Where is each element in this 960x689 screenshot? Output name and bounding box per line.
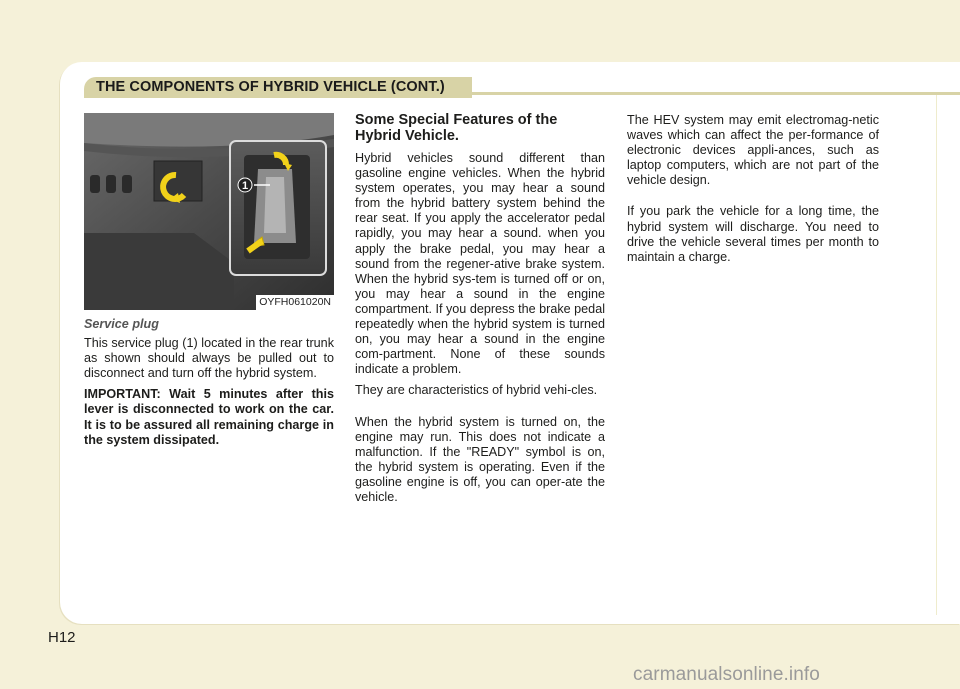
sounds-paragraph: Hybrid vehicles sound different than gasoline engine vehicles. When the hybrid system operates, you may hear a sound from the hybrid battery system behind the rear seat. If you apply the accelerator pedal rapidly, you may hear a sound. when you apply the brake pedal, you may hear a sound from the regener-ative brake system. When the hybrid sys-tem is turned off or on, you may hear a sound in the engine compartment. If you depress the brake pedal repeatedly when the hybrid system is turned on, you may hear a sound in the engine com-partment. None of these sounds indicate a problem. [355, 151, 605, 377]
margin-guide [936, 95, 937, 615]
trunk-illustration [84, 113, 334, 310]
page-number: H12 [48, 629, 76, 646]
column-special-features [355, 112, 605, 505]
section-header: THE COMPONENTS OF HYBRID VEHICLE (CONT.) [84, 77, 472, 98]
section-heading: Some Special Features of the Hybrid Vehicle. [355, 112, 558, 144]
column-hev-notes [627, 113, 879, 265]
column-service-plug [84, 317, 334, 448]
watermark: carmanualsonline.info [633, 664, 820, 685]
service-plug-figure [84, 113, 334, 310]
callout-number: 1 [241, 180, 249, 192]
detail-inset [230, 141, 326, 275]
service-plug-paragraph: This service plug (1) located in the rear trunk as shown should always be pulled out to disconnect and turn off the hybrid system. [84, 336, 334, 381]
figure-caption: Service plug [84, 317, 159, 331]
ready-paragraph: When the hybrid system is turned on, the engine may run. This does not indicate a malfunction. If the "READY" symbol is on, the hybrid system is operating. Even if the gasoline engine is off, you can oper-ate the vehicle. [355, 414, 605, 504]
important-note: IMPORTANT: Wait 5 minutes after this lever is disconnected to work on the car. It is to be assured all remaining charge in the system dissipated. [84, 387, 334, 447]
discharge-paragraph: If you park the vehicle for a long time, the hybrid system will discharge. You need to drive the vehicle several times per month to maintain a charge. [627, 204, 879, 264]
electromagnetic-paragraph: The HEV system may emit electromag-netic waves which can affect the per-formance of electronic devices appli-ances, such as laptop computers, which are not part of the vehicle design. [627, 113, 879, 188]
figure-code: OYFH061020N [256, 295, 334, 310]
characteristics-paragraph: They are characteristics of hybrid vehi-cles. [355, 383, 598, 398]
